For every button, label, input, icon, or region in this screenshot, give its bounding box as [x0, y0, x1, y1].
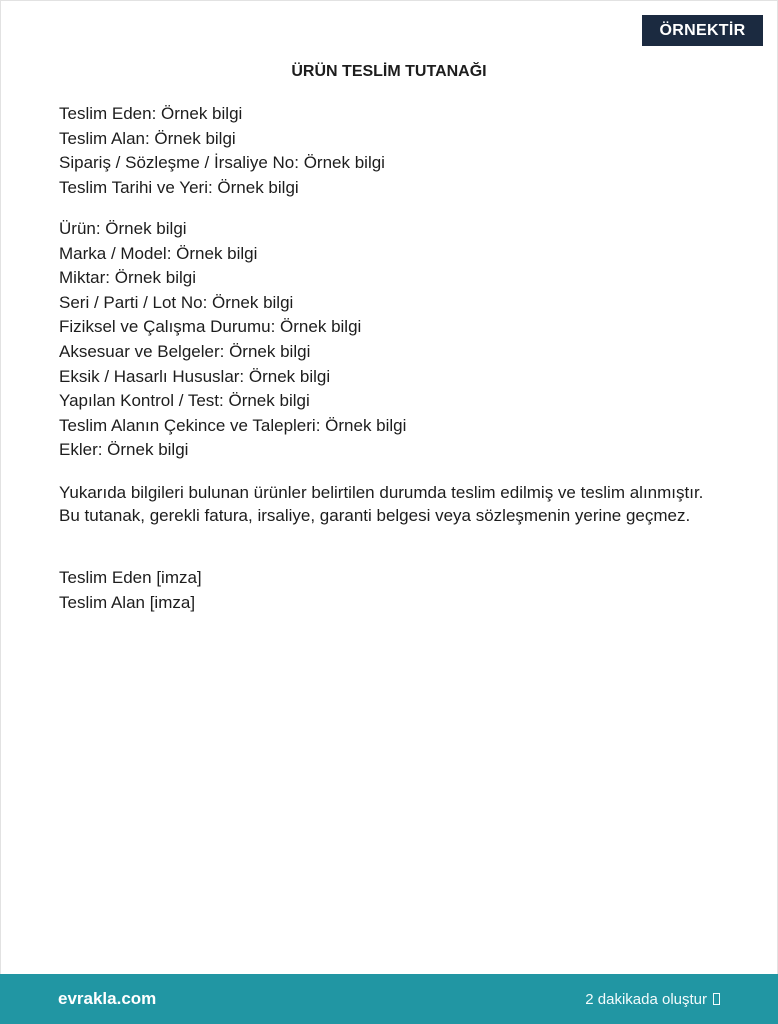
- create-cta-link[interactable]: [585, 974, 720, 1024]
- field-urun: Ürün: Örnek bilgi: [59, 219, 187, 238]
- signature-teslim-eden: Teslim Eden [imza]: [59, 568, 202, 587]
- delivery-info-section: [59, 102, 385, 200]
- sample-badge: ÖRNEKTİR: [642, 15, 763, 46]
- field-teslim-alan: Teslim Alan: Örnek bilgi: [59, 128, 236, 148]
- field-marka-model: Marka / Model: Örnek bilgi: [59, 243, 258, 263]
- field-aksesuar-belgeler: Aksesuar ve Belgeler: Örnek bilgi: [59, 341, 311, 361]
- field-siparis-no: Sipariş / Sözleşme / İrsaliye No: Örnek bilgi: [59, 153, 385, 173]
- declaration-paragraph: Yukarıda bilgileri bulunan ürünler belirtilen durumda teslim edilmiş ve teslim alınmıştır. Bu tutanak, gerekli fatura, irsaliye, garanti belgesi veya sözleşmenin yerine geçmez.: [59, 483, 704, 525]
- create-cta-label: 2 dakikada oluştur: [585, 990, 707, 1008]
- product-info-section: [59, 217, 406, 463]
- signature-teslim-alan: Teslim Alan [imza]: [59, 592, 196, 612]
- external-link-icon: [713, 993, 720, 1005]
- signature-section: [59, 566, 202, 615]
- brand-link[interactable]: evrakla.com: [58, 989, 157, 1008]
- footer-bar: [0, 974, 778, 1024]
- field-teslim-tarihi-yeri: Teslim Tarihi ve Yeri: Örnek bilgi: [59, 177, 299, 197]
- field-cekince-talepler: Teslim Alanın Çekince ve Talepleri: Örnek bilgi: [59, 415, 407, 435]
- field-eksik-hasarli: Eksik / Hasarlı Hususlar: Örnek bilgi: [59, 366, 331, 386]
- field-kontrol-test: Yapılan Kontrol / Test: Örnek bilgi: [59, 391, 310, 411]
- field-teslim-eden: Teslim Eden: Örnek bilgi: [59, 104, 243, 123]
- field-miktar: Miktar: Örnek bilgi: [59, 268, 196, 288]
- field-fiziksel-durum: Fiziksel ve Çalışma Durumu: Örnek bilgi: [59, 317, 362, 337]
- field-ekler: Ekler: Örnek bilgi: [59, 440, 189, 460]
- field-seri-parti-lot: Seri / Parti / Lot No: Örnek bilgi: [59, 292, 294, 312]
- document-title: ÜRÜN TESLİM TUTANAĞI: [291, 63, 487, 80]
